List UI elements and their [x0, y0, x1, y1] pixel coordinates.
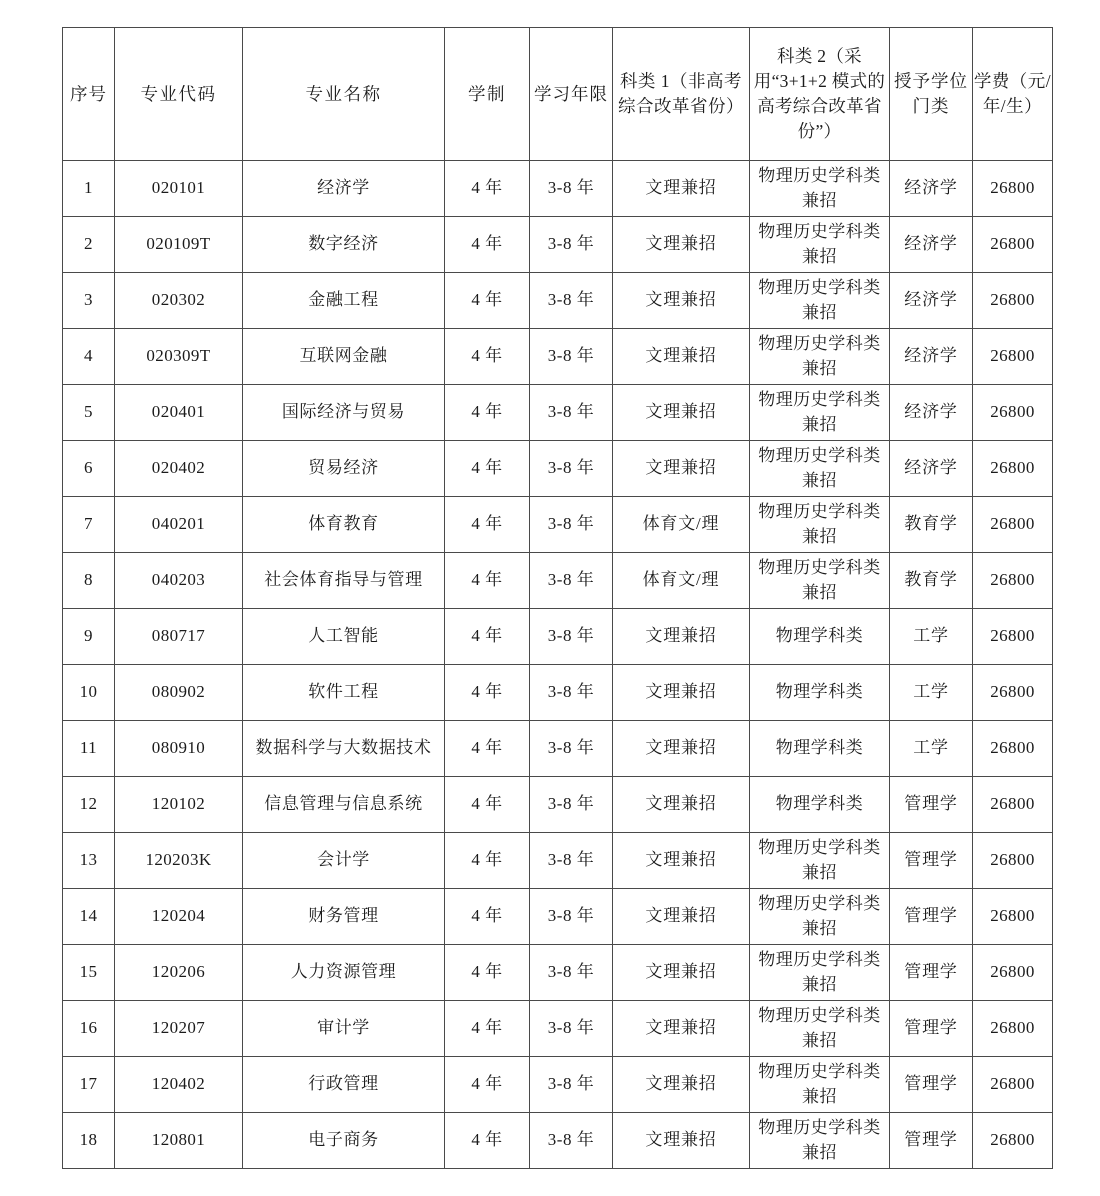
cell-fee: 26800	[973, 665, 1053, 721]
cell-years: 3-8 年	[530, 1001, 613, 1057]
cell-degree: 工学	[890, 609, 973, 665]
cell-years: 3-8 年	[530, 273, 613, 329]
column-header-category2	[750, 28, 890, 161]
cell-years: 3-8 年	[530, 441, 613, 497]
cell-system: 4 年	[445, 385, 530, 441]
cell-degree: 管理学	[890, 1057, 973, 1113]
cell-name: 人工智能	[243, 609, 445, 665]
cell-name: 体育教育	[243, 497, 445, 553]
header-row	[63, 28, 1053, 161]
cell-code: 120206	[115, 945, 243, 1001]
cell-system: 4 年	[445, 889, 530, 945]
cell-degree: 教育学	[890, 497, 973, 553]
cell-years: 3-8 年	[530, 609, 613, 665]
cell-cat1: 体育文/理	[613, 553, 750, 609]
cell-code: 120207	[115, 1001, 243, 1057]
cell-system: 4 年	[445, 777, 530, 833]
cell-code: 120102	[115, 777, 243, 833]
column-header-degree	[890, 28, 973, 161]
cell-system: 4 年	[445, 721, 530, 777]
column-header-fee-label: 学费（元/年/生）	[973, 71, 1052, 116]
table-row	[63, 497, 1053, 553]
table-row	[63, 721, 1053, 777]
cell-degree: 管理学	[890, 1001, 973, 1057]
cell-degree: 经济学	[890, 273, 973, 329]
cell-index: 6	[63, 441, 115, 497]
cell-degree: 管理学	[890, 833, 973, 889]
cell-years: 3-8 年	[530, 1113, 613, 1169]
cell-years: 3-8 年	[530, 833, 613, 889]
cell-cat1: 文理兼招	[613, 1001, 750, 1057]
cell-years: 3-8 年	[530, 721, 613, 777]
cell-fee: 26800	[973, 553, 1053, 609]
cell-fee: 26800	[973, 1057, 1053, 1113]
cell-code: 120402	[115, 1057, 243, 1113]
cell-cat2: 物理历史学科类兼招	[750, 217, 890, 273]
cell-cat1: 体育文/理	[613, 497, 750, 553]
column-header-category1	[613, 28, 750, 161]
cell-fee: 26800	[973, 385, 1053, 441]
cell-cat2: 物理历史学科类兼招	[750, 1001, 890, 1057]
table-row	[63, 889, 1053, 945]
cell-degree: 管理学	[890, 945, 973, 1001]
cell-years: 3-8 年	[530, 329, 613, 385]
cell-name: 金融工程	[243, 273, 445, 329]
cell-cat1: 文理兼招	[613, 385, 750, 441]
column-header-category1-label: 科类 1（非高考综合改革省份）	[618, 71, 744, 116]
cell-index: 13	[63, 833, 115, 889]
column-header-index	[63, 28, 115, 161]
cell-system: 4 年	[445, 553, 530, 609]
cell-cat2: 物理学科类	[750, 721, 890, 777]
cell-name: 贸易经济	[243, 441, 445, 497]
cell-cat1: 文理兼招	[613, 1057, 750, 1113]
cell-fee: 26800	[973, 945, 1053, 1001]
cell-cat2: 物理历史学科类兼招	[750, 273, 890, 329]
cell-system: 4 年	[445, 609, 530, 665]
column-header-years	[530, 28, 613, 161]
cell-degree: 经济学	[890, 329, 973, 385]
table-row	[63, 833, 1053, 889]
cell-index: 8	[63, 553, 115, 609]
cell-cat1: 文理兼招	[613, 889, 750, 945]
cell-system: 4 年	[445, 441, 530, 497]
cell-years: 3-8 年	[530, 217, 613, 273]
cell-cat2: 物理历史学科类兼招	[750, 161, 890, 217]
cell-cat2: 物理学科类	[750, 665, 890, 721]
cell-years: 3-8 年	[530, 553, 613, 609]
cell-index: 5	[63, 385, 115, 441]
cell-system: 4 年	[445, 1001, 530, 1057]
cell-cat1: 文理兼招	[613, 721, 750, 777]
cell-cat1: 文理兼招	[613, 665, 750, 721]
cell-name: 审计学	[243, 1001, 445, 1057]
cell-index: 16	[63, 1001, 115, 1057]
table-row	[63, 161, 1053, 217]
column-header-degree-label: 授予学位门类	[894, 71, 968, 116]
column-header-years-label: 学习年限	[534, 83, 608, 104]
cell-name: 数据科学与大数据技术	[243, 721, 445, 777]
cell-cat1: 文理兼招	[613, 161, 750, 217]
cell-cat2: 物理历史学科类兼招	[750, 833, 890, 889]
cell-fee: 26800	[973, 1113, 1053, 1169]
cell-system: 4 年	[445, 497, 530, 553]
cell-cat1: 文理兼招	[613, 1113, 750, 1169]
cell-index: 3	[63, 273, 115, 329]
cell-cat2: 物理历史学科类兼招	[750, 329, 890, 385]
cell-fee: 26800	[973, 441, 1053, 497]
column-header-name-label: 专业名称	[305, 83, 382, 104]
cell-cat2: 物理历史学科类兼招	[750, 497, 890, 553]
cell-cat1: 文理兼招	[613, 217, 750, 273]
cell-name: 行政管理	[243, 1057, 445, 1113]
cell-degree: 管理学	[890, 777, 973, 833]
cell-fee: 26800	[973, 1001, 1053, 1057]
cell-code: 020309T	[115, 329, 243, 385]
cell-code: 120203K	[115, 833, 243, 889]
cell-code: 080910	[115, 721, 243, 777]
cell-fee: 26800	[973, 721, 1053, 777]
cell-index: 1	[63, 161, 115, 217]
table-row	[63, 273, 1053, 329]
column-header-name	[243, 28, 445, 161]
cell-code: 020109T	[115, 217, 243, 273]
cell-code: 080717	[115, 609, 243, 665]
column-header-fee	[973, 28, 1053, 161]
cell-index: 10	[63, 665, 115, 721]
table-header	[63, 28, 1053, 161]
column-header-code	[115, 28, 243, 161]
cell-years: 3-8 年	[530, 945, 613, 1001]
table-body	[63, 161, 1053, 1169]
cell-name: 电子商务	[243, 1113, 445, 1169]
cell-code: 040201	[115, 497, 243, 553]
cell-code: 080902	[115, 665, 243, 721]
cell-cat1: 文理兼招	[613, 441, 750, 497]
cell-fee: 26800	[973, 217, 1053, 273]
cell-name: 财务管理	[243, 889, 445, 945]
cell-code: 040203	[115, 553, 243, 609]
cell-degree: 管理学	[890, 1113, 973, 1169]
table-row	[63, 777, 1053, 833]
column-header-system	[445, 28, 530, 161]
cell-degree: 管理学	[890, 889, 973, 945]
cell-fee: 26800	[973, 889, 1053, 945]
table-row	[63, 329, 1053, 385]
cell-system: 4 年	[445, 665, 530, 721]
cell-degree: 工学	[890, 721, 973, 777]
cell-years: 3-8 年	[530, 665, 613, 721]
cell-fee: 26800	[973, 833, 1053, 889]
cell-name: 经济学	[243, 161, 445, 217]
cell-index: 4	[63, 329, 115, 385]
cell-index: 17	[63, 1057, 115, 1113]
cell-system: 4 年	[445, 1113, 530, 1169]
cell-name: 社会体育指导与管理	[243, 553, 445, 609]
cell-cat1: 文理兼招	[613, 777, 750, 833]
table-row	[63, 441, 1053, 497]
column-header-system-label: 学制	[468, 83, 506, 104]
cell-cat2: 物理历史学科类兼招	[750, 1057, 890, 1113]
column-header-index-label: 序号	[70, 83, 107, 104]
cell-years: 3-8 年	[530, 889, 613, 945]
cell-index: 11	[63, 721, 115, 777]
table-row	[63, 945, 1053, 1001]
cell-cat2: 物理历史学科类兼招	[750, 945, 890, 1001]
cell-cat2: 物理历史学科类兼招	[750, 441, 890, 497]
cell-degree: 工学	[890, 665, 973, 721]
table-row	[63, 553, 1053, 609]
cell-years: 3-8 年	[530, 777, 613, 833]
cell-code: 020101	[115, 161, 243, 217]
cell-code: 020302	[115, 273, 243, 329]
cell-years: 3-8 年	[530, 385, 613, 441]
cell-name: 互联网金融	[243, 329, 445, 385]
cell-fee: 26800	[973, 329, 1053, 385]
cell-name: 信息管理与信息系统	[243, 777, 445, 833]
cell-index: 18	[63, 1113, 115, 1169]
cell-system: 4 年	[445, 945, 530, 1001]
cell-system: 4 年	[445, 161, 530, 217]
cell-system: 4 年	[445, 217, 530, 273]
column-header-code-label: 专业代码	[140, 83, 217, 104]
cell-fee: 26800	[973, 273, 1053, 329]
cell-name: 会计学	[243, 833, 445, 889]
cell-index: 14	[63, 889, 115, 945]
table-row	[63, 1057, 1053, 1113]
cell-name: 人力资源管理	[243, 945, 445, 1001]
column-header-category2-label: 科类 2（采用“3+1+2 模式的高考综合改革省份”）	[753, 46, 886, 141]
cell-degree: 经济学	[890, 441, 973, 497]
cell-degree: 经济学	[890, 217, 973, 273]
cell-fee: 26800	[973, 497, 1053, 553]
cell-system: 4 年	[445, 329, 530, 385]
cell-cat2: 物理历史学科类兼招	[750, 1113, 890, 1169]
table-row	[63, 217, 1053, 273]
cell-code: 020401	[115, 385, 243, 441]
cell-degree: 经济学	[890, 385, 973, 441]
cell-cat1: 文理兼招	[613, 609, 750, 665]
cell-fee: 26800	[973, 777, 1053, 833]
cell-cat1: 文理兼招	[613, 273, 750, 329]
major-enrollment-table	[62, 27, 1053, 1169]
cell-index: 12	[63, 777, 115, 833]
table-row	[63, 665, 1053, 721]
cell-system: 4 年	[445, 273, 530, 329]
cell-code: 020402	[115, 441, 243, 497]
table-row	[63, 385, 1053, 441]
cell-code: 120801	[115, 1113, 243, 1169]
cell-name: 数字经济	[243, 217, 445, 273]
cell-cat2: 物理学科类	[750, 609, 890, 665]
cell-cat2: 物理学科类	[750, 777, 890, 833]
cell-index: 15	[63, 945, 115, 1001]
cell-system: 4 年	[445, 833, 530, 889]
cell-cat1: 文理兼招	[613, 329, 750, 385]
cell-name: 软件工程	[243, 665, 445, 721]
cell-degree: 教育学	[890, 553, 973, 609]
cell-cat2: 物理历史学科类兼招	[750, 553, 890, 609]
cell-index: 7	[63, 497, 115, 553]
cell-fee: 26800	[973, 161, 1053, 217]
cell-years: 3-8 年	[530, 161, 613, 217]
cell-cat2: 物理历史学科类兼招	[750, 889, 890, 945]
cell-cat1: 文理兼招	[613, 945, 750, 1001]
cell-index: 9	[63, 609, 115, 665]
cell-degree: 经济学	[890, 161, 973, 217]
cell-cat1: 文理兼招	[613, 833, 750, 889]
cell-name: 国际经济与贸易	[243, 385, 445, 441]
cell-years: 3-8 年	[530, 1057, 613, 1113]
table-row	[63, 609, 1053, 665]
table-row	[63, 1001, 1053, 1057]
table-row	[63, 1113, 1053, 1169]
cell-system: 4 年	[445, 1057, 530, 1113]
cell-index: 2	[63, 217, 115, 273]
cell-cat2: 物理历史学科类兼招	[750, 385, 890, 441]
cell-code: 120204	[115, 889, 243, 945]
cell-years: 3-8 年	[530, 497, 613, 553]
cell-fee: 26800	[973, 609, 1053, 665]
